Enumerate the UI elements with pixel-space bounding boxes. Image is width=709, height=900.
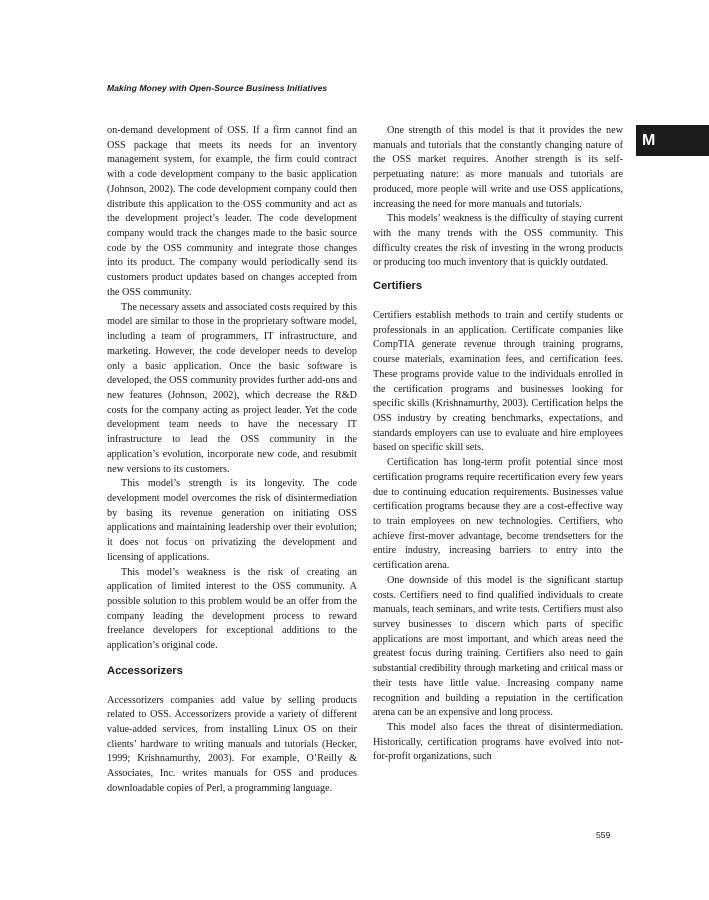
right-column — [373, 124, 623, 765]
left-column — [107, 124, 357, 797]
body-paragraph: This model’s strength is its longevity. The code development model overcomes the risk of disintermediation by basing its revenue generation on initiating OSS applications and maintaining leadership over their evolution; it does not focus on privatizing the development and licensing of applications. — [107, 478, 357, 563]
section-heading-certifiers: Certifiers — [373, 280, 423, 293]
body-paragraph: on-demand development of OSS. If a firm cannot find an OSS package that meets its needs for an inventory management system, for example, the firm could contract with a code development company to the basic application (Johnson, 2002). The code development company could then distribute this application to the OSS community and act as the development project’s leader. The code development company would track the changes made to the basic source code by the OSS community and integrate those changes into its product. The company would periodically send its customers product updates based on changes accepted from the OSS community. — [107, 125, 357, 298]
running-head: Making Money with Open-Source Business Initiatives — [107, 83, 328, 93]
body-paragraph: This model also faces the threat of disintermediation. Historically, certification programs have evolved into not-for-profit organizations, such — [373, 722, 623, 763]
body-paragraph: One strength of this model is that it provides the new manuals and tutorials that the constantly changing nature of the OSS market requires. Another strength is its self-perpetuating nature: as more manuals and tutorials are produced, more people will write and use OSS applications, increasing the need for more manuals and tutorials. — [373, 125, 623, 210]
body-paragraph: Certification has long-term profit potential since most certification programs require recertification every few years due to continuing education requirements. Businesses value certification programs because they are a cost-effective way to train employees on new technologies. Certifiers, who achieve first-mover advantage, become trendsetters for the entire industry, increasing barriers to entry into the certification arena. — [373, 457, 623, 572]
body-paragraph: One downside of this model is the significant startup costs. Certifiers need to find qualified individuals to create manuals, teach seminars, and write tests. Certifiers must also survey businesses to discern which parts of specific applications are most important, and which areas need the greatest focus during training. Certifiers also need to gain substantial credibility through marketing and critical mass or their tests have little value. Increasing company name recognition and building a reputation in the certification arena can be an expensive and long process. — [373, 574, 623, 719]
section-heading-accessorizers: Accessorizers — [107, 664, 183, 677]
body-paragraph: Certifiers establish methods to train and certify students or professionals in an application. Certificate companies like CompTIA generate revenue through training programs, course materials, examination fees, and certification fees. These programs provide value to the individuals enrolled in the certification programs and businesses looking for specific skills (Krishnamurthy, 2003). Certification helps the OSS industry by creating benchmarks, expectations, and standards employers can use to evaluate and hire employees based on specific skill sets. — [373, 309, 623, 454]
body-paragraph: The necessary assets and associated costs required by this model are similar to those in the proprietary software model, including a team of programmers, IT infrastructure, and marketing. However, the code developer needs to develop only a basic application. Once the basic software is developed, the OSS community provides further add-ons and new features (Johnson, 2002), which decrease the R&D costs for the company acting as project leader. Yet the code development team needs to have the necessary IT infrastructure to lead the OSS community in the application’s evolution, incorporate new code, and resubmit new versions to its customers. — [107, 301, 357, 475]
body-paragraph: This models’ weakness is the difficulty of staying current with the many trends with the OSS community. This difficulty creates the risk of investing in the wrong products or producing too much inventory that is quickly outdated. — [373, 213, 623, 269]
body-paragraph: Accessorizers companies add value by selling products related to OSS. Accessorizers provide a variety of different value-added services, from installing Linux OS on their clients’ hardware to writing manuals and tutorials (Hecker, 1999; Krishnamurthy, 2003). For example, O’Reilly & Associates, Inc. writes manuals for OSS and produces downloadable copies of Perl, a programming language. — [107, 694, 357, 794]
section-thumb-tab: M — [636, 125, 709, 156]
page-number: 559 — [596, 830, 611, 840]
body-paragraph: This model’s weakness is the risk of creating an application of limited interest to the OSS community. A possible solution to this problem would be an offer from the company leading the development process to reward freelance developers for exceptional additions to the application’s original code. — [107, 566, 357, 652]
